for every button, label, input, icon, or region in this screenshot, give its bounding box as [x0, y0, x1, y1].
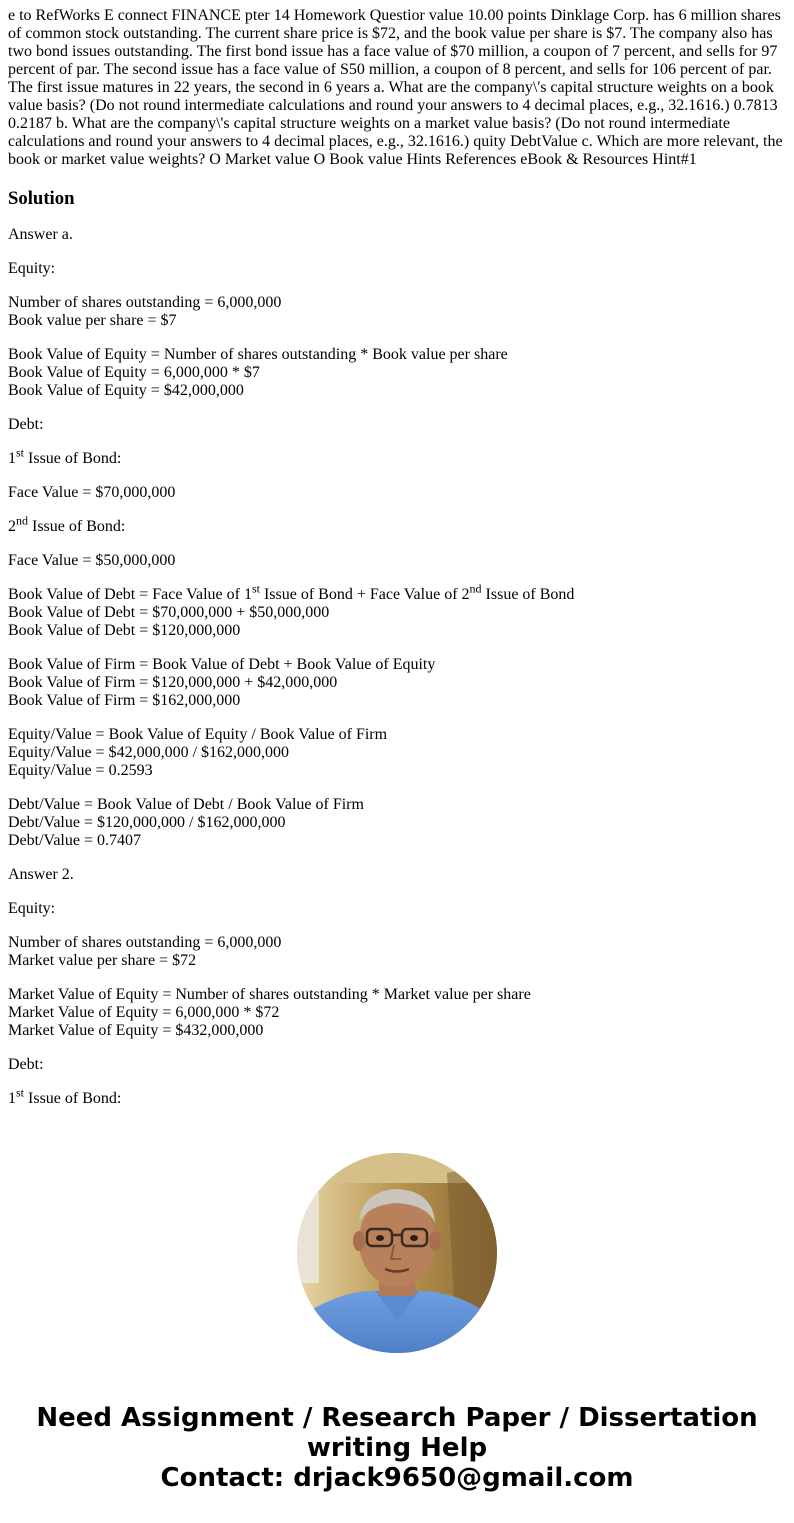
- answer-a-label: Answer a.: [8, 226, 73, 243]
- equity-value-block: Equity/Value = Book Value of Equity / Book Value of Firm Equity/Value = $42,000,000 / $162,000,000 Equity/Value = 0.2593: [8, 726, 388, 779]
- avatar: [297, 1153, 497, 1353]
- banner-contact-line: Contact: drjack9650@gmail.com: [160, 1463, 634, 1493]
- question-text: e to RefWorks E connect FINANCE pter 14 Homework Questior value 10.00 points Dinklage Corp. has 6 million shares of common stock outstanding. The current share price is $72, and the book value per share is $7. The company also has two bond issues outstanding. The first bond issue has a face value of $70 million, a coupon of 7 percent, and sells for 97 percent of par. The second issue has a face value of S50 million, a coupon of 8 percent, and sells for 106 percent of par. The first issue matures in 22 years, the second in 6 years a. What are the company\'s capital structure weights on a book value basis? (Do not round intermediate calculations and round your answers to 4 decimal places, e.g., 32.1616.) 0.7813 0.2187 b. What are the company\'s capital structure weights on a market value basis? (Do not round intermediate calculations and round your answers to 4 decimal places, e.g., 32.1616.) quity DebtValue c. Which are more relevant, the book or market value weights? O Market value O Book value Hints References eBook & Resources Hint#1: [8, 7, 783, 168]
- issue2-face-value: Face Value = $50,000,000: [8, 552, 176, 569]
- answer-a-equity-block: Number of shares outstanding = 6,000,000 Book value per share = $7: [8, 294, 282, 329]
- solution-heading: Solution: [8, 188, 75, 209]
- market-equity-block: Market Value of Equity = Number of shares outstanding * Market value per share Market Value of Equity = 6,000,000 * $72 Market Value of Equity = $432,000,000: [8, 986, 531, 1039]
- contact-banner: [0, 1403, 794, 1493]
- book-firm-block: Book Value of Firm = Book Value of Debt + Book Value of Equity Book Value of Firm = $120,000,000 + $42,000,000 Book Value of Firm = $162,000,000: [8, 656, 436, 709]
- answer-2-debt-label: Debt:: [8, 1056, 44, 1073]
- answer-2-issue1-heading: 1st Issue of Bond:: [8, 1085, 122, 1107]
- answer-2-label: Answer 2.: [8, 866, 74, 883]
- issue1-heading: 1st Issue of Bond:: [8, 445, 122, 467]
- issue2-heading: 2nd Issue of Bond:: [8, 513, 126, 535]
- book-equity-block: Book Value of Equity = Number of shares outstanding * Book value per share Book Value of Equity = 6,000,000 * $7 Book Value of Equity = $42,000,000: [8, 346, 508, 399]
- banner-line-1: Need Assignment / Research Paper / Dissertation: [36, 1403, 758, 1433]
- answer-a-debt-label: Debt:: [8, 416, 44, 433]
- book-debt-block: Book Value of Debt = Face Value of 1st Issue of Bond + Face Value of 2nd Issue of Bond Book Value of Debt = $70,000,000 + $50,000,000 Book Value of Debt = $120,000,000: [8, 581, 575, 639]
- document-content: [8, 7, 786, 1123]
- issue1-face-value: Face Value = $70,000,000: [8, 484, 176, 501]
- tutor-portrait-image: [297, 1153, 497, 1353]
- debt-value-block: Debt/Value = Book Value of Debt / Book Value of Firm Debt/Value = $120,000,000 / $162,000,000 Debt/Value = 0.7407: [8, 796, 364, 849]
- answer-2-equity-label: Equity:: [8, 900, 56, 917]
- banner-line-2: writing Help: [306, 1433, 488, 1463]
- answer-2-equity-block: Number of shares outstanding = 6,000,000 Market value per share = $72: [8, 934, 282, 969]
- answer-a-equity-label: Equity:: [8, 260, 56, 277]
